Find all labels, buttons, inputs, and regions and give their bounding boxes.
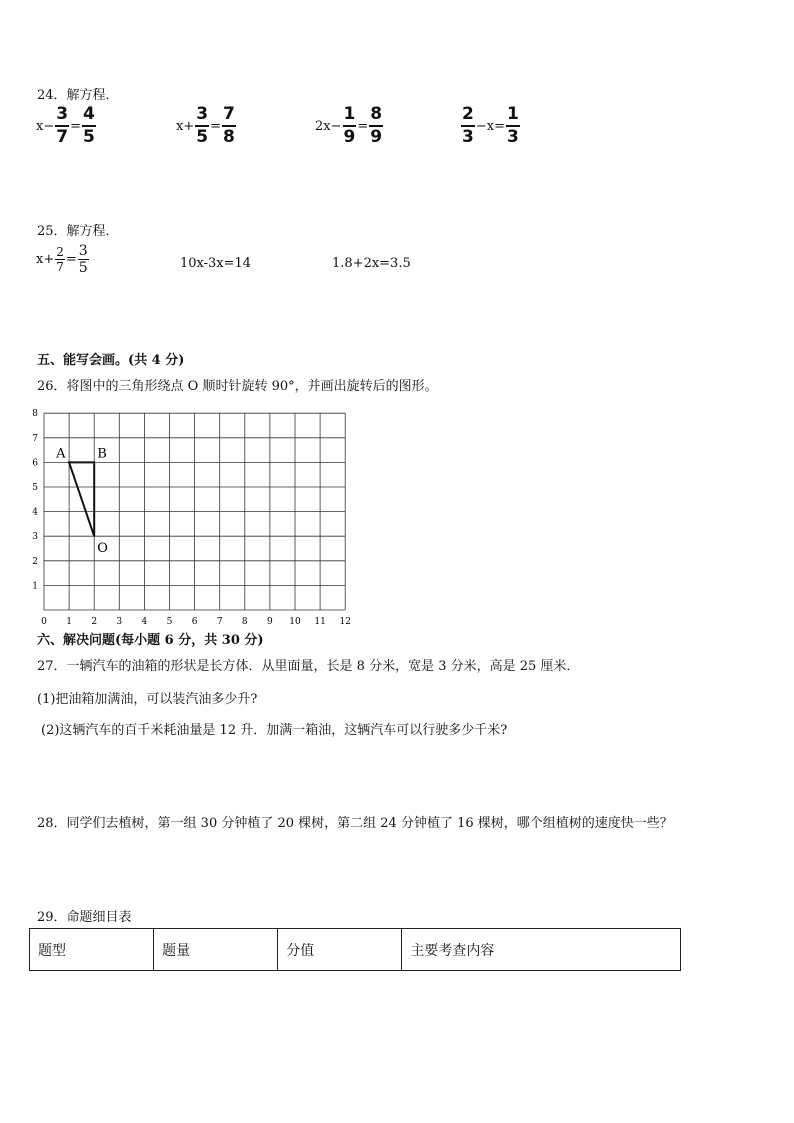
y-tick-label: 2 — [32, 556, 38, 567]
fraction: $\frac{3}{7}$ — [56, 104, 69, 147]
table-header-cell: 题量 — [154, 929, 278, 971]
fraction: $\frac{1}{9}$ — [343, 104, 356, 147]
grid-lines — [44, 413, 345, 610]
point-label-a: A — [56, 446, 66, 462]
x-tick-label: 4 — [141, 617, 148, 624]
eq-lhs: x+ — [176, 118, 195, 134]
y-tick-label: 6 — [32, 458, 38, 469]
q24-equation-1 — [36, 106, 97, 146]
x-tick-label: 8 — [241, 617, 248, 624]
rotation-grid — [30, 402, 360, 624]
fraction: $\frac{4}{5}$ — [82, 104, 95, 147]
x-tick-label: 6 — [191, 617, 198, 624]
q24-equation-2 — [176, 106, 237, 146]
x-tick-label: 2 — [91, 617, 98, 624]
eq-op: = — [65, 252, 77, 267]
x-tick-label: 10 — [289, 617, 301, 624]
q26-text: 26．将图中的三角形绕点 O 顺时针旋转 90°，并画出旋转后的图形。 — [37, 379, 438, 394]
eq-mid: −x= — [475, 118, 505, 134]
y-tick-label: 3 — [32, 532, 38, 543]
point-label-o: O — [97, 541, 108, 557]
q25-equation-3: 1.8+2x=3.5 — [332, 256, 411, 271]
q25-equation-1 — [36, 244, 90, 275]
q25-title: 25．解方程． — [37, 224, 119, 239]
eq-op: = — [210, 118, 221, 134]
y-tick-label: 7 — [32, 433, 38, 444]
eq-lhs: x− — [36, 118, 55, 134]
x-tick-label: 1 — [66, 617, 72, 624]
table-header-cell: 题型 — [30, 929, 154, 971]
x-tick-label: 5 — [166, 617, 173, 624]
x-tick-label: 11 — [314, 617, 326, 624]
eq-op: = — [70, 118, 81, 134]
x-tick-label: 0 — [41, 617, 47, 624]
grid-tick-labels — [32, 409, 351, 624]
q27-sub2: (2)这辆汽车的百千米耗油量是 12 升．加满一箱油，这辆汽车可以行驶多少千米? — [41, 723, 508, 738]
q24-title: 24．解方程． — [37, 88, 119, 103]
q24-equation-3 — [315, 106, 384, 146]
x-tick-label: 3 — [116, 617, 123, 624]
fraction: $\frac{3}{5}$ — [78, 243, 88, 276]
table-header-cell: 分值 — [278, 929, 402, 971]
spec-table — [29, 928, 681, 971]
y-tick-label: 8 — [32, 409, 38, 420]
q27-text: 27．一辆汽车的油箱的形状是长方体．从里面量，长是 8 分米，宽是 3 分米，高是 25 厘米． — [37, 659, 580, 674]
q27-sub1: (1)把油箱加满油，可以装汽油多少升? — [37, 692, 258, 707]
section-5-title: 五、能写会画。(共 4 分) — [37, 353, 185, 368]
eq-lhs: x+ — [36, 252, 55, 267]
fraction: $\frac{7}{8}$ — [222, 104, 235, 147]
y-tick-label: 5 — [32, 483, 38, 493]
fraction: $\frac{2}{3}$ — [462, 104, 474, 147]
table-header-cell: 主要考查内容 — [402, 929, 681, 971]
fraction: $\frac{2}{7}$ — [56, 245, 64, 274]
fraction: $\frac{8}{9}$ — [370, 104, 383, 147]
fraction: $\frac{1}{3}$ — [506, 104, 519, 147]
table-header-row — [30, 929, 681, 971]
x-tick-label: 7 — [216, 617, 223, 624]
x-tick-label: 12 — [339, 617, 351, 624]
eq-op: = — [357, 118, 369, 134]
eq-lhs: 2x− — [315, 118, 342, 134]
q25-equation-2: 10x-3x=14 — [180, 256, 252, 271]
section-6-title: 六、解决问题(每小题 6 分，共 30 分) — [37, 633, 264, 648]
fraction: $\frac{3}{5}$ — [196, 104, 209, 147]
q24-equation-4 — [460, 106, 521, 146]
q29-title: 29．命题细目表 — [37, 910, 132, 925]
x-tick-label: 9 — [267, 617, 273, 624]
q28-text: 28．同学们去植树，第一组 30 分钟植了 20 棵树，第二组 24 分钟植了 16 棵树，哪个组植树的速度快一些？ — [37, 816, 673, 831]
y-tick-label: 1 — [32, 581, 38, 592]
point-label-b: B — [97, 446, 107, 462]
y-tick-label: 4 — [32, 507, 38, 518]
triangle-abo — [69, 462, 94, 536]
